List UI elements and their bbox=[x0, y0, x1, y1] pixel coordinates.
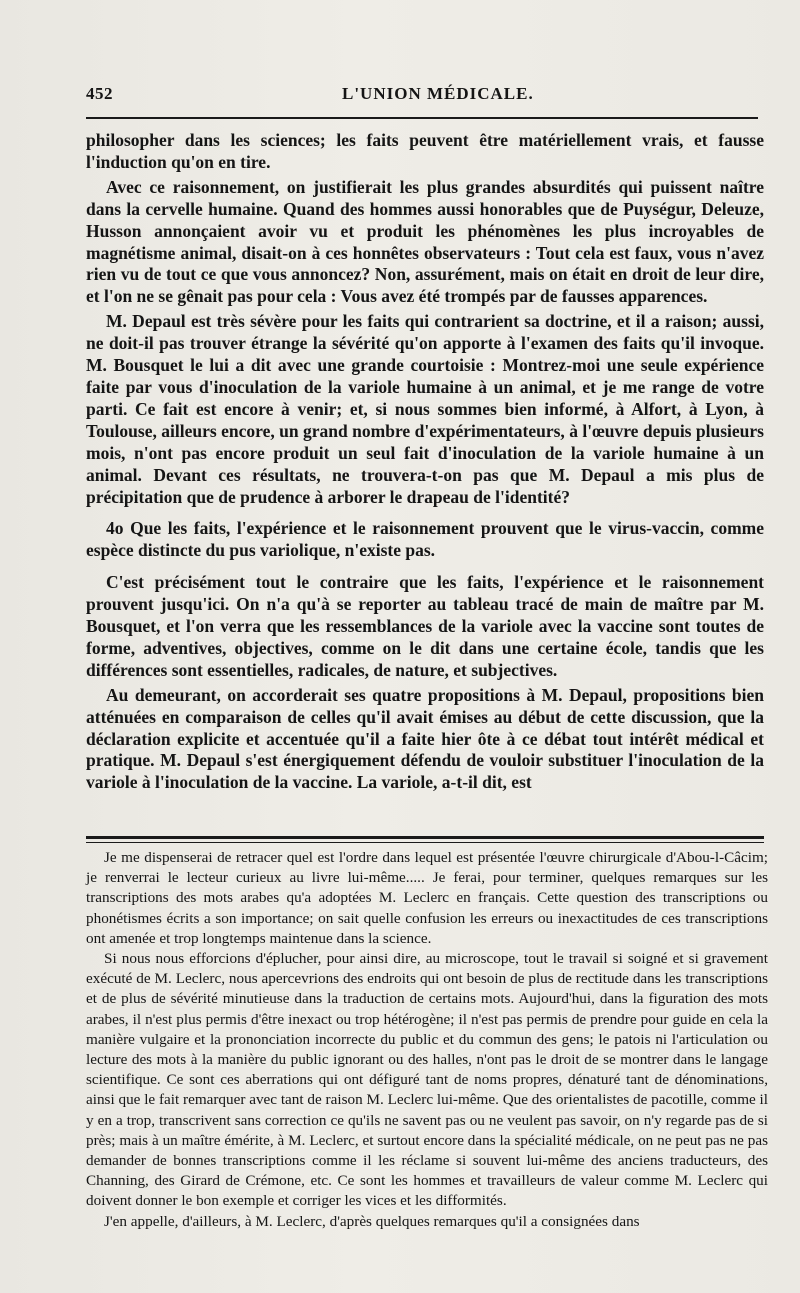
body-paragraph: Au demeurant, on accorderait ses quatre propositions à M. Depaul, propositions bien atténuées en comparaison de celles qu'il avait émises au début de cette discussion, que la déclaration explicite et accentuée qu'il a faite hier ôte à ce débat tout intérêt médical et pratique. M. Depaul s'est énergiquement défendu de vouloir substituer l'inoculation de la variole à l'inoculation de la vaccine. La variole, a-t-il dit, est bbox=[86, 684, 764, 793]
body-paragraph: philosopher dans les sciences; les faits peuvent être matériellement vrais, et fausse l'induction qu'on en tire. bbox=[86, 130, 764, 172]
header-rule bbox=[86, 117, 758, 119]
note-paragraph: J'en appelle, d'ailleurs, à M. Leclerc, d'après quelques remarques qu'il a consignées dans bbox=[104, 1212, 640, 1230]
main-text bbox=[86, 130, 764, 797]
body-paragraph: Avec ce raisonnement, on justifierait les plus grandes absurdités qui puissent naître dans la cervelle humaine. Quand des hommes aussi honorables que de Puységur, Deleuze, Husson annonçaient avoir vu et produit les phénomènes les plus incroyables de magnétisme animal, disait-on à ces honnêtes observateurs : Tout cela est faux, vous n'avez rien vu de tout ce que vous annoncez? Non, assurément, mais on était en droit de leur dire, et l'on ne se gênait pas pour cela : Vous avez été trompés par de fausses apparences. bbox=[86, 176, 764, 307]
page-number: 452 bbox=[86, 84, 113, 103]
note-paragraph: Je me dispenserai de retracer quel est l'ordre dans lequel est présentée l'œuvre chirurgicale d'Abou-l-Câcim; je renverrai le lecteur curieux au livre lui-même..... Je ferai, pour terminer, quelques remarques sur les transcriptions des mots arabes qu'a adoptées M. Leclerc en français. Cette question des transcriptions ou phonétismes écrits a son importance; on sait quelle confusion les erreurs ou inexactitudes de ces transcriptions ont amenée et trop longtemps maintenue dans la science. bbox=[86, 849, 768, 947]
body-paragraph: M. Depaul est très sévère pour les faits qui contrarient sa doctrine, et il a raison; aussi, ne doit-il pas trouver étrange la sévérité qu'on apporte à l'examen des faits qu'il invoque. M. Bousquet le lui a dit avec une grande courtoisie : Montrez-moi une seule expérience faite par vous d'inoculation de la variole humaine à un animal, et je me range de votre parti. Ce fait est encore à venir; et, si nous sommes bien informé, à Alfort, à Lyon, à Toulouse, ailleurs encore, un grand nombre d'expérimentateurs, à l'œuvre depuis plusieurs mois, n'ont pas encore produit un seul fait d'inoculation de la variole humaine à un animal. Devant ces résultats, ne trouvera-t-on pas que M. Depaul a mis plus de précipitation que de prudence à arborer le drapeau de l'identité? bbox=[86, 311, 764, 507]
body-paragraph: C'est précisément tout le contraire que les faits, l'expérience et le raisonnement prouvent jusqu'ici. On n'a qu'à se reporter au tableau tracé de main de maître par M. Bousquet, et l'on verra que les ressemblances de la variole avec la vaccine sont toutes de forme, adventives, objectives, comme on le dit dans une certaine école, tandis que les différences sont essentielles, radicales, de nature, et subjectives. bbox=[86, 572, 764, 680]
running-title: L'UNION MÉDICALE. bbox=[342, 84, 534, 103]
section-divider bbox=[86, 836, 764, 843]
proposition-heading: 4o Que les faits, l'expérience et le raisonnement prouvent que le virus-vaccin, comme espèce distincte du pus variolique, n'existe pas. bbox=[86, 518, 764, 561]
page-header bbox=[86, 84, 762, 110]
note-paragraph: Si nous nous efforcions d'éplucher, pour ainsi dire, au microscope, tout le travail si soigné et si gravement exécuté de M. Leclerc, nous apercevrions des endroits qui ont besoin de plus de rectitude dans les transcriptions et de plus de sévérité minutieuse dans la traduction de certains mots. Aujourd'hui, dans la figuration des mots arabes, il n'est plus permis d'être inexact ou trop hétérogène; il n'est pas permis de prendre pour guide en cela la manière vulgaire et la prononciation incorrecte du public et du commun des gens; le patois ni l'articulation ou lecture des mots à la manière du public ignorant ou des halles, n'ont pas le droit de se montrer dans le langage scientifique. Ce sont ces aberrations qui ont défiguré tant de noms propres, dénaturé tant de dénominations, ainsi que le fait remarquer avec tant de raison M. Leclerc lui-même. Que des orientalistes de pacotille, comme il y en a trop, transcrivent sans correction ce qu'ils ne savent pas ou ne veulent pas savoir, on n'y regarde pas de si près; mais à un maître émérite, à M. Leclerc, et surtout encore dans la spécialité médicale, on ne peut pas ne pas demander de bonnes transcriptions comme il les réclame si souvent lui-même des anciens traducteurs, des Channing, des Girard de Crémone, etc. Ce sont les hommes et travailleurs de valeur comme M. Leclerc qui doivent donner le bon exemple et corriger les vices et les difformités. bbox=[86, 950, 768, 1210]
feuilleton-text bbox=[86, 848, 768, 1232]
